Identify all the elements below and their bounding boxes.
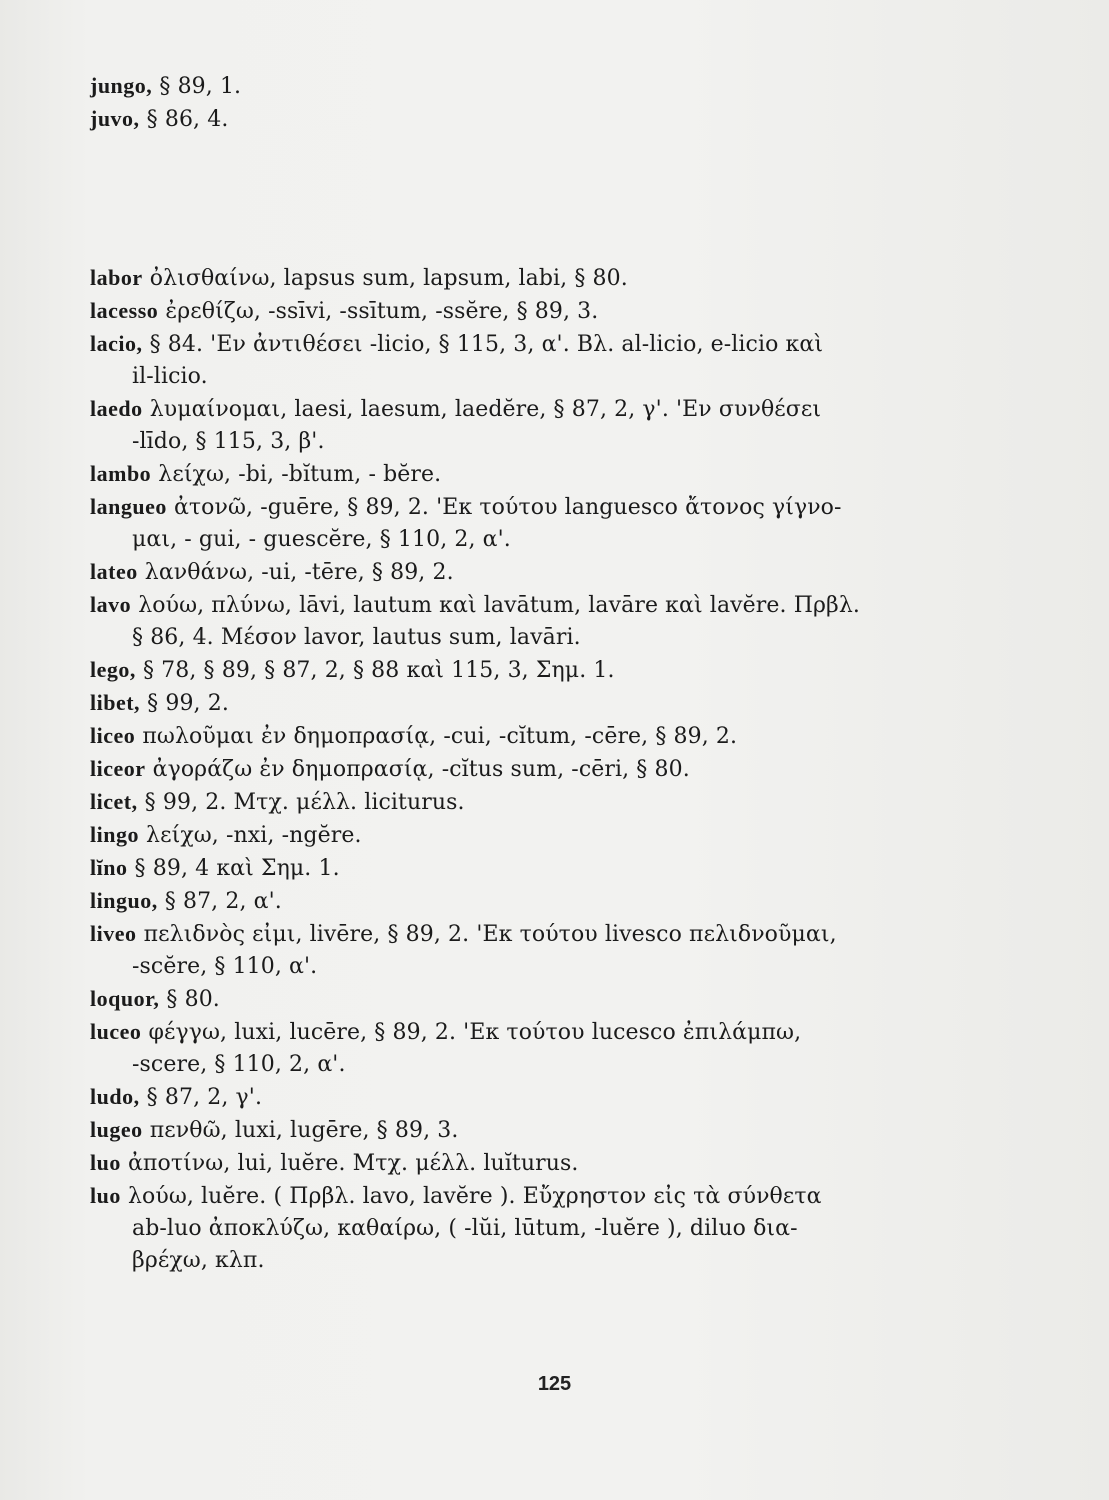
list-item-continuation <box>90 524 970 556</box>
list-item <box>90 654 970 687</box>
entry-headword: liveo <box>90 921 137 946</box>
entry-text: § 99, 2. <box>140 691 229 716</box>
entry-list <box>90 70 970 1277</box>
entry-text: λυμαίνομαι, laesi, laesum, laedĕre, § 87, 2, γ'. 'Εν συνθέσει <box>142 397 822 422</box>
entry-headword: juvo, <box>90 106 140 131</box>
entry-headword: laedo <box>90 396 143 421</box>
entry-headword: labor <box>90 265 143 290</box>
entry-text: § 89, 1. <box>152 74 242 99</box>
entry-headword: luceo <box>90 1019 142 1044</box>
entry-headword: jungo, <box>90 73 153 98</box>
list-item <box>90 1081 970 1114</box>
entry-text: λούω, luĕre. ( Πρβλ. lavo, lavĕre ). Εὔχρηστον εἰς τὰ σύνθετα <box>120 1184 822 1209</box>
list-item <box>90 589 970 622</box>
list-item-continuation <box>90 951 970 983</box>
list-item-continuation <box>90 361 970 393</box>
entry-text: § 99, 2. Μτχ. μέλλ. liciturus. <box>137 790 465 815</box>
list-item <box>90 1016 970 1049</box>
entry-text: ἐρεθίζω, -ssīvi, -ssītum, -ssĕre, § 89, 3. <box>158 299 599 324</box>
list-item-continuation <box>90 622 970 654</box>
list-item-continuation <box>90 1245 970 1277</box>
entry-continuation: βρέχω, κλπ. <box>132 1248 265 1273</box>
entry-continuation: μαι, - gui, - guescĕre, § 110, 2, α'. <box>132 527 511 552</box>
list-item <box>90 1180 970 1213</box>
entry-text: πενθῶ, luxi, lugēre, § 89, 3. <box>142 1118 459 1143</box>
list-item <box>90 983 970 1016</box>
list-item <box>90 328 970 361</box>
entry-text: φέγγω, luxi, lucēre, § 89, 2. 'Εκ τούτου lucesco ἐπιλάμπω, <box>141 1020 802 1045</box>
entry-headword: lavo <box>90 592 132 617</box>
entry-text: ὀλισθαίνω, lapsus sum, lapsum, labi, § 80. <box>142 266 628 291</box>
list-item-continuation <box>90 1049 970 1081</box>
list-item <box>90 262 970 295</box>
entry-text: ἀποτίνω, lui, luĕre. Μτχ. μέλλ. luĭturus. <box>120 1151 579 1176</box>
list-item <box>90 556 970 589</box>
entry-continuation: -scere, § 110, 2, α'. <box>132 1052 346 1077</box>
entry-headword: lacio, <box>90 331 143 356</box>
list-item <box>90 720 970 753</box>
entry-text: ἀγοράζω ἐν δημοπρασίᾳ, -cĭtus sum, -cēri, § 80. <box>145 757 690 782</box>
list-item <box>90 458 970 491</box>
list-item <box>90 1147 970 1180</box>
list-item-continuation <box>90 1213 970 1245</box>
entry-headword: loquor, <box>90 986 160 1011</box>
entry-text: § 89, 4 καὶ Σημ. 1. <box>127 856 340 881</box>
spacer <box>90 136 970 262</box>
list-item <box>90 885 970 918</box>
list-item <box>90 103 970 136</box>
entry-text: λείχω, -nxi, -ngĕre. <box>138 823 362 848</box>
entry-headword: langueo <box>90 494 167 519</box>
entry-headword: lateo <box>90 559 138 584</box>
list-item <box>90 753 970 786</box>
entry-headword: ludo, <box>90 1084 140 1109</box>
page-number: 125 <box>537 1373 572 1395</box>
entry-text: § 87, 2, α'. <box>157 889 282 914</box>
entry-continuation: § 86, 4. Μέσον lavor, lautus sum, lavāri. <box>132 625 581 650</box>
entry-headword: licet, <box>90 789 138 814</box>
entry-text: § 87, 2, γ'. <box>139 1085 263 1110</box>
entry-text: πωλοῦμαι ἐν δημοπρασίᾳ, -cui, -cĭtum, -cēre, § 89, 2. <box>135 724 738 749</box>
list-item <box>90 295 970 328</box>
entry-headword: luo <box>90 1150 121 1175</box>
entry-text: § 80. <box>159 987 220 1012</box>
entry-continuation: -līdo, § 115, 3, β'. <box>132 429 325 454</box>
entry-headword: linguo, <box>90 888 158 913</box>
entry-continuation: -scĕre, § 110, α'. <box>132 954 318 979</box>
entry-text: λούω, πλύνω, lāvi, lautum καὶ lavātum, lavāre καὶ lavĕre. Πρβλ. <box>131 593 861 618</box>
entry-text: πελιδνὸς εἰμι, livēre, § 89, 2. 'Εκ τούτου livesco πελιδνοῦμαι, <box>136 922 837 947</box>
list-item <box>90 819 970 852</box>
entry-text: § 86, 4. <box>139 107 229 132</box>
entry-text: λείχω, -bi, -bĭtum, - bĕre. <box>151 462 442 487</box>
list-item <box>90 918 970 951</box>
list-item <box>90 393 970 426</box>
entry-headword: lacesso <box>90 298 159 323</box>
list-item <box>90 786 970 819</box>
entry-text: § 78, § 89, § 87, 2, § 88 καὶ 115, 3, Σημ. 1. <box>135 658 615 683</box>
list-item <box>90 852 970 885</box>
entry-headword: luo <box>90 1183 121 1208</box>
list-item <box>90 687 970 720</box>
entry-continuation: ab-luo ἀποκλύζω, καθαίρω, ( -lŭi, lūtum, -luĕre ), diluo δια- <box>132 1216 798 1241</box>
entry-headword: lego, <box>90 657 136 682</box>
entry-headword: lambo <box>90 461 152 486</box>
entry-text: λανθάνω, -ui, -tēre, § 89, 2. <box>137 560 454 585</box>
entry-headword: liceo <box>90 723 136 748</box>
entry-headword: liceor <box>90 756 146 781</box>
entry-text: § 84. 'Εν ἀντιθέσει -licio, § 115, 3, α'. Βλ. al-licio, e-licio καὶ <box>142 332 824 357</box>
entry-headword: lugeo <box>90 1117 143 1142</box>
entry-headword: lingo <box>90 822 139 847</box>
entry-headword: lĭno <box>90 855 128 880</box>
entry-headword: libet, <box>90 690 141 715</box>
list-item-continuation <box>90 426 970 458</box>
list-item <box>90 491 970 524</box>
list-item <box>90 1114 970 1147</box>
list-item <box>90 70 970 103</box>
entry-continuation: il-licio. <box>132 364 208 389</box>
entry-text: ἀτονῶ, -guēre, § 89, 2. 'Εκ τούτου languesco ἄτονος γίγνο- <box>166 495 842 520</box>
